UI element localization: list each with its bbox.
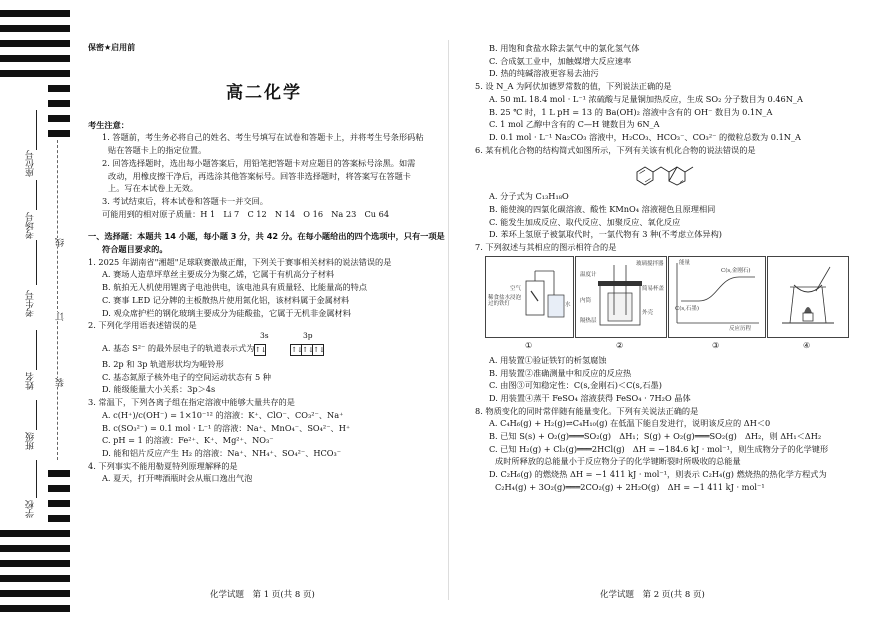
question-5-stem: 5. 设 N_A 为阿伏加德罗常数的值，下列说法正确的是 — [475, 81, 672, 92]
q7-option-a: A. 用装置①验证铁钉的析氢腐蚀 — [489, 354, 607, 365]
evaporation-apparatus — [768, 257, 848, 337]
figure-2 — [575, 256, 667, 338]
question-2-stem: 2. 下列化学用语表述错误的是 — [88, 320, 197, 331]
figure-3 — [668, 256, 766, 338]
q8-option-b: B. 已知 S(s) + O₂(g)═══SO₂(g) ΔH₁；S(g) + O₂(g)═══SO₂(g) ΔH₂，则 ΔH₁＜ΔH₂ — [489, 431, 822, 442]
question-3-stem: 3. 常温下，下列各离子组在指定溶液中能够大量共存的是 — [88, 397, 295, 408]
binding-bar — [0, 560, 70, 567]
q4-option-d: D. 热的纯碱溶液更容易去油污 — [489, 68, 599, 79]
name-field[interactable] — [36, 330, 37, 370]
note-line: 改动，用橡皮擦干净后，再选涂其他答案标号。回答非选择题时，将答案写在答题卡 — [108, 170, 411, 181]
q1-option-a: A. 赛场人造草坪草丝主要成分为聚乙烯，它属于有机高分子材料 — [102, 269, 335, 280]
q6-option-d: D. 苯环上氢原子被氯取代时，一氯代物有 3 种(不考虑立体异构) — [489, 229, 722, 240]
fig3-label-progress: 反应历程 — [729, 325, 752, 332]
figure-1-label: ① — [525, 340, 533, 350]
notes-list — [88, 131, 440, 220]
q5-option-a: A. 50 mL 18.4 mol · L⁻¹ 浓硫酸与足量铜加热反应，生成 SO₂ 分子数目为 0.46N_A — [489, 93, 803, 104]
seat-number-label: 座位号 — [26, 150, 36, 177]
class-field[interactable] — [36, 400, 37, 430]
question-8-stem: 8. 物质变化的同时常伴随有能量变化。下列有关说法正确的是 — [475, 405, 699, 416]
q3-option-c: C. pH = 1 的溶液：Fe²⁺、K⁺、Mg²⁺、NO₃⁻ — [102, 435, 274, 446]
secret-label: 保密★启用前 — [88, 43, 136, 52]
fig2-label-thermometer: 温度计 — [580, 271, 597, 278]
note-line: 贴在答题卡上的指定位置。 — [108, 145, 207, 156]
cut-mark-bind: 订 — [56, 312, 66, 321]
q3-option-a: A. c(H⁺)/c(OH⁻) = 1×10⁻¹² 的溶液：K⁺、ClO⁻、CO₃²⁻、Na⁺ — [102, 409, 344, 420]
q4-option-a: A. 夏天，打开啤酒瓶时会从瓶口逸出气泡 — [102, 473, 253, 484]
figure-4-label: ④ — [803, 340, 811, 350]
page-2-footer: 化学试题 第 2 页(共 8 页) — [600, 590, 705, 600]
q6-option-c: C. 能发生加成反应、取代反应、加聚反应、氧化反应 — [489, 216, 681, 227]
binding-bar — [0, 575, 70, 582]
binding-bar — [0, 10, 70, 17]
q7-option-d: D. 用装置④蒸干 FeSO₄ 溶液获得 FeSO₄ · 7H₂O 晶体 — [489, 392, 691, 403]
binding-bar — [0, 590, 70, 597]
fig2-label-simple-lid: 简易杯盖 — [642, 285, 665, 292]
q2-option-a-row — [88, 332, 440, 358]
figure-4 — [767, 256, 849, 338]
structure-figure — [475, 156, 855, 190]
note-line: 1. 答题前，考生务必将自己的姓名、考生号填写在试卷和答题卡上，并将考生号条形码粘 — [102, 132, 424, 143]
student-id-label: 考生号 — [26, 290, 36, 317]
binding-bar — [48, 130, 70, 137]
orbital-diagram — [254, 343, 323, 356]
student-id-field[interactable] — [36, 240, 37, 285]
q5-option-b: B. 25 ℃ 时，1 L pH = 13 的 Ba(OH)₂ 溶液中含有的 OH⁻ 数目为 0.1N_A — [489, 106, 773, 117]
cut-mark-line: 线 — [56, 238, 66, 247]
class-label: 班级 — [26, 432, 36, 450]
orbital-box-3p: ↑↓ — [291, 345, 303, 354]
section-heading: 一、选择题：本题共 14 小题，每小题 3 分，共 42 分。在每小题给出的四个选项中，只有一项是 — [88, 231, 445, 242]
orbital-box-3s: ↑↓ — [255, 345, 267, 354]
q8-option-c: C. 已知 H₂(g) + Cl₂(g)═══2HCl(g) ΔH = −184.6 kJ · mol⁻¹，则生成物分子的化学键形 — [489, 443, 829, 454]
fig3-label-energy: 能量 — [679, 259, 691, 266]
page-1-column — [88, 42, 445, 485]
fig2-label-insulation: 隔热层 — [580, 317, 597, 324]
binding-bar — [48, 500, 70, 507]
seat-number-field[interactable] — [36, 110, 37, 150]
q7-option-b: B. 用装置②准确测量中和反应的反应热 — [489, 367, 632, 378]
question-4-stem: 4. 下列事实不能用勒夏特列原理解释的是 — [88, 460, 238, 471]
binding-bar — [48, 85, 70, 92]
q8-option-d-cont: C₂H₄(g) + 3O₂(g)═══2CO₂(g) + 2H₂O(g) ΔH = −1 411 kJ · mol⁻¹ — [495, 481, 765, 492]
column-divider — [448, 40, 449, 600]
q3-option-d: D. 能和铝片反应产生 H₂ 的溶液：Na⁺、NH₄⁺、SO₄²⁻、HCO₃⁻ — [102, 447, 342, 458]
molecule-structure — [625, 156, 715, 188]
q4-option-c: C. 合成氨工业中，加触媒增大反应速率 — [489, 55, 632, 66]
atomic-mass-line: 可能用到的相对原子质量：H 1 Li 7 C 12 N 14 O 16 Na 23 Cu 64 — [102, 208, 390, 219]
school-label: 学校 — [26, 500, 36, 518]
page-title: 高二化学 — [226, 83, 302, 104]
binding-bar — [0, 545, 70, 552]
binding-bar — [0, 605, 70, 612]
q1-option-c: C. 赛事 LED 记分牌的主板散热片使用氮化铝，该材料属于金属材料 — [102, 294, 350, 305]
q5-option-c: C. 1 mol 乙醇中含有的 C—H 键数目为 6N_A — [489, 119, 660, 130]
binding-bar — [0, 70, 70, 77]
question-1-stem: 1. 2025 年湖南省"湘超"足球联赛激战正酣，下列关于赛事相关材料的说法错误的是 — [88, 256, 392, 267]
binding-bar — [0, 55, 70, 62]
fig1-label-water: 水 — [565, 301, 571, 308]
orbital-3s-label: 3s — [260, 330, 269, 340]
q2-option-d: D. 能级能量大小关系：3p＞4s — [102, 384, 216, 395]
q1-option-d: D. 观众席护栏的钢化玻璃主要成分为硅酸盐，它属于无机非金属材料 — [102, 307, 351, 318]
figure-2-label: ② — [616, 340, 624, 350]
exam-room-field[interactable] — [36, 180, 37, 210]
binding-bar — [48, 115, 70, 122]
cut-mark-install: 装 — [56, 378, 66, 387]
orbital-3p-label: 3p — [303, 330, 313, 340]
q1-option-b: B. 航拍无人机使用锂离子电池供电，该电池具有质量轻、比能量高的特点 — [102, 282, 368, 293]
orbital-box-3p: ↑↓ — [313, 345, 325, 354]
q2-option-b: B. 2p 和 3p 轨道形状均为哑铃形 — [102, 358, 224, 369]
q8-option-a: A. C₄H₆(g) + H₂(g)⇌C₄H₁₀(g) 在低温下能自发进行，说明该反应的 ΔH＜0 — [489, 418, 771, 429]
binding-bar — [0, 530, 70, 537]
school-field[interactable] — [36, 460, 37, 498]
fig2-label-inner: 内筒 — [580, 297, 592, 304]
binding-bar — [0, 25, 70, 32]
q6-option-a: A. 分子式为 C₁₃H₁₈O — [489, 191, 569, 202]
binding-bar — [48, 515, 70, 522]
notes-heading: 考生注意： — [88, 119, 129, 130]
orbital-box-3p: ↑↓ — [302, 345, 314, 354]
question-6-stem: 6. 某有机化合物的结构简式如图所示，下列有关该有机化合物的说法错误的是 — [475, 144, 756, 155]
q5-option-d: D. 0.1 mol · L⁻¹ Na₂CO₃ 溶液中，H₂CO₃、HCO₃⁻、CO₃²⁻ 的微粒总数为 0.1N_A — [489, 131, 801, 142]
cut-line — [57, 140, 58, 460]
name-label: 姓名 — [26, 372, 36, 390]
q4-option-b: B. 用饱和食盐水除去氯气中的氯化氢气体 — [489, 43, 640, 53]
q2-option-c: C. 基态氮原子核外电子的空间运动状态有 5 种 — [102, 371, 271, 382]
binding-bar — [48, 100, 70, 107]
fig2-label-stirrer: 玻璃搅拌器 — [636, 260, 664, 267]
fig2-label-shell: 外壳 — [642, 309, 654, 316]
exam-room-label: 考场号 — [26, 212, 36, 239]
binding-strip — [0, 0, 70, 630]
binding-bar — [48, 470, 70, 477]
fig1-label-nail: 稀食盐水浸泡过的铁钉 — [488, 294, 522, 307]
fig3-label-diamond: C(s,金刚石) — [721, 267, 751, 274]
q8-option-d: D. C₂H₆(g) 的燃烧热 ΔH = −1 411 kJ · mol⁻¹，则表示 C₂H₄(g) 燃烧热的热化学方程式为 — [489, 469, 827, 480]
q2-option-a: A. 基态 S²⁻ 的最外层电子的轨道表示式为 — [102, 342, 255, 353]
binding-bar — [0, 40, 70, 47]
page-1-footer: 化学试题 第 1 页(共 8 页) — [210, 590, 315, 600]
page-2-column — [475, 42, 855, 494]
note-line: 2. 回答选择题时，选出每小题答案后，用铅笔把答题卡对应题目的答案标号涂黑。如需 — [102, 157, 416, 168]
q7-option-c: C. 由图③可知稳定性：C(s,金刚石)＜C(s,石墨) — [489, 380, 662, 391]
figure-3-label: ③ — [712, 340, 720, 350]
binding-bar — [48, 485, 70, 492]
q3-option-b: B. c(SO₃²⁻) = 0.1 mol · L⁻¹ 的溶液：Na⁺、MnO₄⁻、SO₄²⁻、H⁺ — [102, 422, 351, 433]
q7-figures — [475, 254, 855, 354]
question-7-stem: 7. 下列叙述与其相应的图示相符合的是 — [475, 242, 617, 253]
q8-option-c-cont: 成时所释放的总能量小于反应物分子的化学键断裂时所吸收的总能量 — [495, 456, 741, 467]
fig1-label-air: 空气 — [510, 285, 522, 292]
figure-1 — [485, 256, 574, 338]
fig3-label-graphite: C(s,石墨) — [675, 305, 700, 312]
note-line: 3. 考试结束后，将本试卷和答题卡一并交回。 — [102, 195, 268, 206]
section-heading-cont: 符合题目要求的。 — [102, 244, 168, 255]
note-line: 上。写在本试卷上无效。 — [108, 183, 199, 194]
q6-option-b: B. 能使溴的四氯化碳溶液、酸性 KMnO₄ 溶液褪色且原理相同 — [489, 204, 716, 215]
